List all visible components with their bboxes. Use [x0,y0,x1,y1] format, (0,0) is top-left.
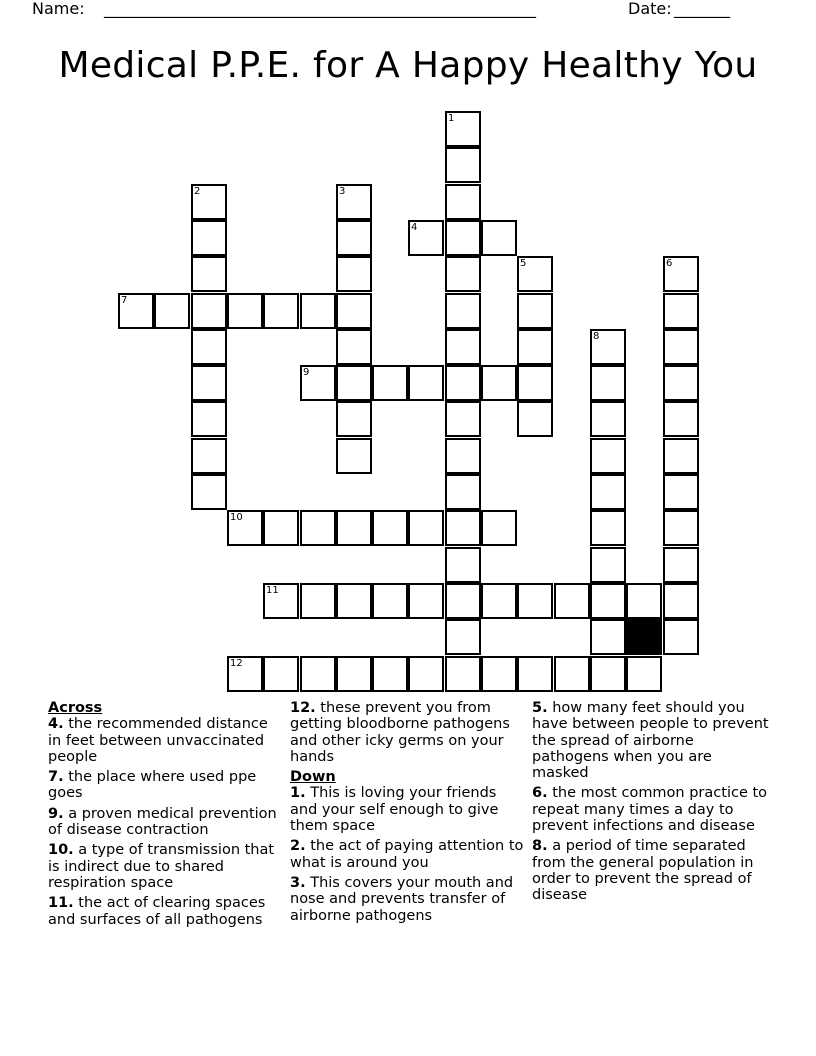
grid-cell[interactable] [154,293,190,329]
grid-cell[interactable] [336,401,372,437]
clues-column-3 [532,700,772,908]
grid-cell[interactable] [663,329,699,365]
grid-cell[interactable] [517,365,553,401]
grid-cell[interactable] [300,293,336,329]
clue-down-1 [290,785,526,834]
page-title: Medical P.P.E. for A Happy Healthy You [58,45,758,86]
clue-text: these prevent you from getting bloodborne pathogens and other icky germs on your hands [290,700,510,765]
grid-cell[interactable] [590,619,626,655]
grid-cell[interactable] [663,619,699,655]
grid-cell[interactable] [663,365,699,401]
grid-cell[interactable] [191,220,227,256]
grid-cell[interactable] [663,510,699,546]
grid-cell[interactable] [517,256,553,292]
grid-cell[interactable] [336,256,372,292]
grid-cell[interactable] [445,220,481,256]
grid-cell[interactable] [445,401,481,437]
grid-cell[interactable] [336,656,372,692]
name-field[interactable]: ______________________________________________________ [104,0,536,18]
grid-cell[interactable] [445,438,481,474]
grid-cell[interactable] [408,365,444,401]
cell-number: 2 [194,186,201,197]
clue-across-4 [48,716,278,765]
clue-number: 7. [48,769,64,786]
clue-text: a type of transmission that is indirect due to shared respiration space [48,842,275,891]
grid-cell[interactable] [336,583,372,619]
grid-cell[interactable] [481,583,517,619]
grid-cell[interactable] [626,583,662,619]
clue-down-8 [532,838,772,903]
grid-cell[interactable] [300,365,336,401]
cell-number: 3 [339,186,346,197]
grid-cell[interactable] [191,329,227,365]
grid-cell[interactable] [227,293,263,329]
grid-cell[interactable] [445,656,481,692]
grid-cell[interactable] [481,220,517,256]
clue-number: 2. [290,838,306,855]
grid-cell[interactable] [263,510,299,546]
grid-cell[interactable] [300,583,336,619]
clue-text: how many feet should you have between people to prevent the spread of airborne pathogens when you are masked [532,700,769,782]
clue-number: 6. [532,785,548,802]
grid-cell[interactable] [408,220,444,256]
clue-number: 11. [48,895,74,912]
clue-across-9 [48,806,278,839]
grid-cell[interactable] [372,510,408,546]
clues-section [0,700,816,1000]
clues-column-2 [290,700,526,928]
grid-cell[interactable] [517,293,553,329]
cell-number: 1 [448,113,455,124]
grid-cell[interactable] [263,656,299,692]
grid-cell[interactable] [263,583,299,619]
grid-cell[interactable] [445,293,481,329]
grid-cell[interactable] [300,510,336,546]
grid-cell[interactable] [517,329,553,365]
grid-cell[interactable] [517,656,553,692]
clue-text: a period of time separated from the general population in order to prevent the spread of disease [532,838,754,904]
clue-down-2 [290,838,526,871]
grid-cell[interactable] [663,547,699,583]
grid-cell[interactable] [118,293,154,329]
cell-number: 9 [303,367,310,378]
clue-down-5 [532,700,772,781]
clue-number: 9. [48,805,64,822]
grid-cell[interactable] [663,438,699,474]
grid-cell[interactable] [191,474,227,510]
clue-text: the act of paying attention to what is around you [290,838,524,871]
grid-cell[interactable] [336,293,372,329]
grid-cell[interactable] [590,547,626,583]
grid-cell[interactable] [626,656,662,692]
grid-cell[interactable] [445,256,481,292]
grid-cell[interactable] [408,656,444,692]
clue-number: 4. [48,716,64,733]
clue-down-3 [290,875,526,924]
clue-across-10 [48,842,278,891]
grid-cell[interactable] [336,329,372,365]
grid-cell[interactable] [191,365,227,401]
grid-cell[interactable] [481,365,517,401]
grid-cell[interactable] [300,656,336,692]
grid-cell[interactable] [590,656,626,692]
grid-cell[interactable] [590,474,626,510]
grid-cell[interactable] [372,365,408,401]
cell-number: 7 [121,295,128,306]
clue-number: 10. [48,842,74,859]
clue-number: 5. [532,700,548,716]
date-field[interactable]: _______ [674,0,730,18]
clue-across-7 [48,769,278,802]
clue-number: 3. [290,874,306,891]
grid-cell[interactable] [445,547,481,583]
down-heading: Down [290,769,336,786]
grid-cell[interactable] [590,510,626,546]
clue-number: 1. [290,785,306,802]
grid-cell[interactable] [663,401,699,437]
grid-cell[interactable] [481,510,517,546]
grid-cell[interactable] [663,293,699,329]
grid-cell[interactable] [445,510,481,546]
grid-cell[interactable] [590,401,626,437]
clue-text: the recommended distance in feet between unvaccinated people [48,716,268,765]
grid-cell[interactable] [336,438,372,474]
clues-column-1 [48,700,278,932]
grid-cell[interactable] [191,401,227,437]
cell-number: 12 [230,658,243,669]
name-label: Name: [32,0,85,18]
grid-cell[interactable] [554,656,590,692]
grid-cell[interactable] [445,184,481,220]
cell-number: 8 [593,331,600,342]
grid-cell[interactable] [191,438,227,474]
grid-cell[interactable] [372,656,408,692]
grid-cell[interactable] [445,147,481,183]
grid-cell[interactable] [445,111,481,147]
grid-cell[interactable] [445,619,481,655]
grid-cell[interactable] [191,184,227,220]
grid-cell[interactable] [445,329,481,365]
grid-cell[interactable] [590,438,626,474]
clue-text: the place where used ppe goes [48,769,257,802]
grid-cell[interactable] [590,583,626,619]
grid-cell[interactable] [481,656,517,692]
grid-cell[interactable] [408,583,444,619]
cell-number: 5 [520,258,527,269]
grid-cell[interactable] [663,583,699,619]
grid-cell[interactable] [336,220,372,256]
grid-cell[interactable] [663,256,699,292]
grid-cell[interactable] [372,583,408,619]
grid-block [626,619,662,655]
grid-cell[interactable] [517,583,553,619]
clue-down-6 [532,785,772,834]
grid-cell[interactable] [336,365,372,401]
grid-cell[interactable] [263,293,299,329]
grid-cell[interactable] [191,293,227,329]
date-label: Date: [628,0,672,18]
grid-cell[interactable] [445,583,481,619]
grid-cell[interactable] [445,474,481,510]
clue-text: the act of clearing spaces and surfaces of all pathogens [48,895,266,928]
grid-cell[interactable] [336,184,372,220]
grid-cell[interactable] [227,510,263,546]
clue-text: This is loving your friends and your self enough to give them space [290,785,499,835]
grid-cell[interactable] [191,256,227,292]
grid-cell[interactable] [554,583,590,619]
clue-across-11 [48,895,278,928]
grid-cell[interactable] [445,365,481,401]
grid-cell[interactable] [336,510,372,546]
grid-cell[interactable] [227,656,263,692]
cell-number: 11 [266,585,279,596]
clue-text: the most common practice to repeat many times a day to prevent infections and disease [532,785,768,835]
grid-cell[interactable] [590,365,626,401]
clue-across-12 [290,700,526,765]
clue-text: This covers your mouth and nose and prevents transfer of airborne pathogens [290,874,514,924]
grid-cell[interactable] [663,474,699,510]
clue-text: a proven medical prevention of disease contraction [48,805,277,839]
clue-number: 8. [532,838,548,855]
cell-number: 6 [666,258,673,269]
cell-number: 10 [230,512,243,523]
grid-cell[interactable] [590,329,626,365]
grid-cell[interactable] [517,401,553,437]
across-heading: Across [48,700,103,716]
grid-cell[interactable] [408,510,444,546]
clue-number: 12. [290,700,316,716]
cell-number: 4 [411,222,418,233]
